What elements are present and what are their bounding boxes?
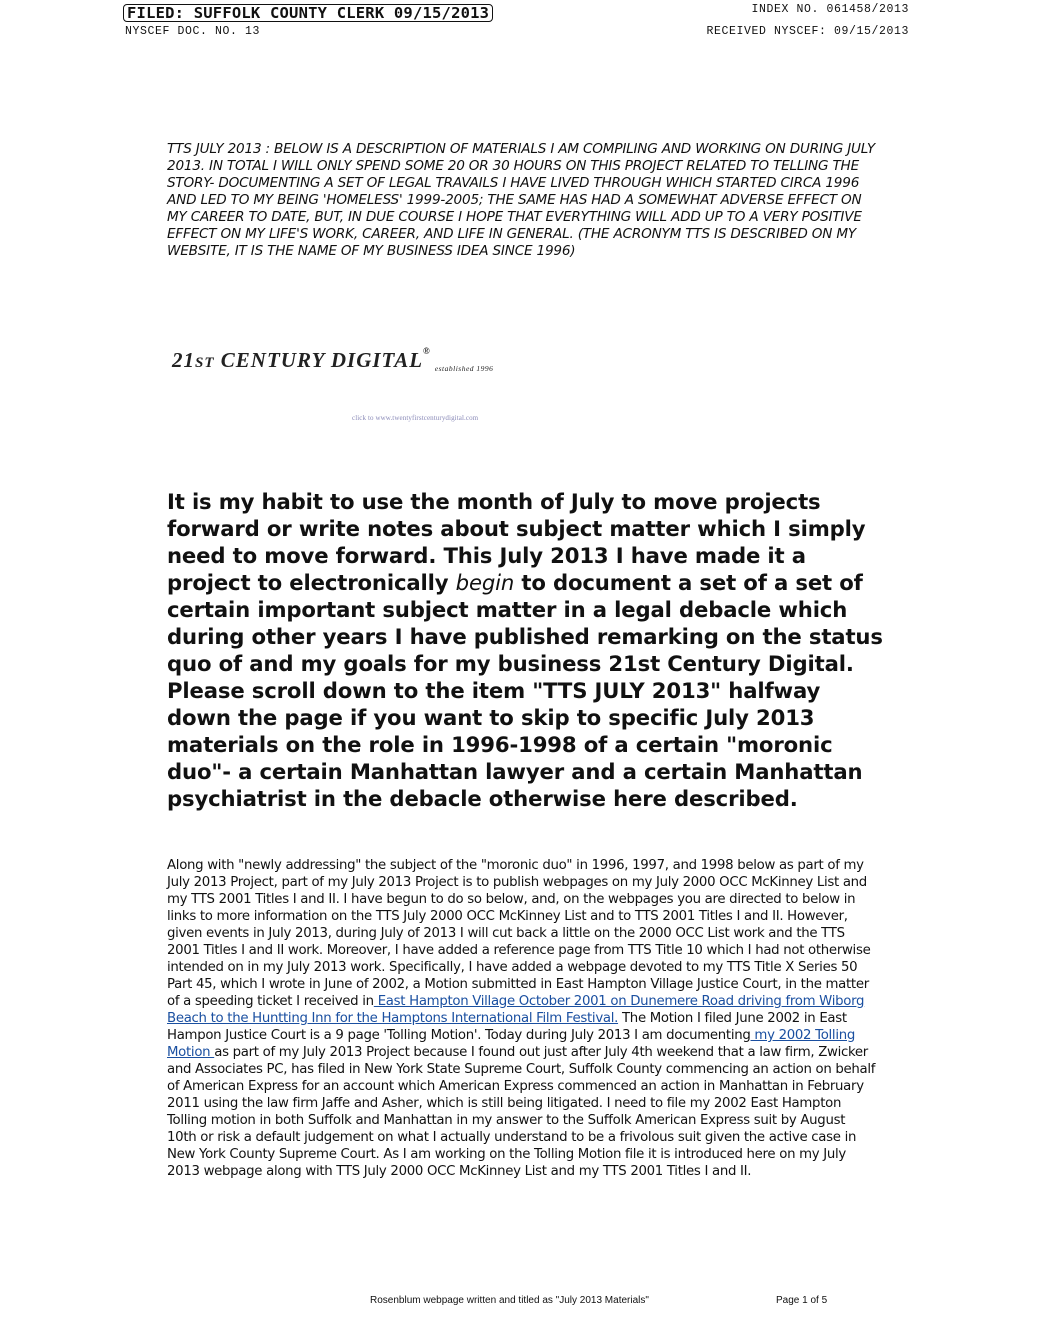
body-text-3: as part of my July 2013 Project because I found out just after July 4th weekend that a law firm, Zwicker and Associates PC, has filed in New York State Supreme Court, Suffolk County commencing an action on behalf of American Express for an account which American Express commenced an action in Manhattan in February 2011 using the law firm Jaffe and Asher, which is still being litigated. I need to file my 2002 East Hampton Tolling motion in both Suffolk and Manhattan in my answer to the Suffolk American Express suit by August 10th or risk a default judgement on what I actually understand to be a frivolous suit given the active case in New York County Supreme Court. As I am working on the Tolling Motion file it is introduced here on my July 2013 webpage along with TTS July 2000 OCC McKinney List and my TTS 2001 Titles I and II.	[167, 1045, 876, 1179]
page-number: Page 1 of 5	[776, 1295, 828, 1306]
nyscef-doc-number: NYSCEF DOC. NO. 13	[125, 25, 261, 38]
received-date: RECEIVED NYSCEF: 09/15/2013	[706, 25, 909, 38]
headline-text-2: to document a set of a set of certain important subject matter in a legal debacle which during other years I have published remarking on the status quo of and my goals for my business 21st Century Digital. Please scroll down to the item "TTS JULY 2013" halfway down the page if you want to skip to specific July 2013 materials on the role in 1996-1998 of a certain "moronic duo"- a certain Manhattan lawyer and a certain Manhattan psychiatrist in the debacle otherwise here described.	[167, 570, 883, 811]
logo-established: established 1996	[434, 364, 494, 373]
headline-paragraph	[167, 488, 887, 812]
body-text-1: Along with "newly addressing" the subject of the "moronic duo" in 1996, 1997, and 1998 below as part of my July 2013 Project, part of my July 2013 Project is to publish webpages on my July 2000 OCC McKinney List and my TTS 2001 Titles I and II. I have begun to do so below, and, on the webpages you are directed to below in links to more information on the TTS July 2000 OCC McKinney List and to TTS 2001 Titles I and II. However, given events in July 2013, during July of 2013 I will cut back a little on the 2000 OCC List work and the TTS 2001 Titles I and II work. Moreover, I have added a reference page from TTS Title 10 which I had not otherwise intended on in my July 2013 work. Specifically, I have added a webpage devoted to my TTS Title X Series 50 Part 45, which I wrote in June of 2002, a Motion submitted in East Hampton Village Justice Court, in the matter of a speeding ticket I received in	[167, 858, 871, 1009]
logo-number: 21	[172, 348, 195, 372]
intro-paragraph: TTS JULY 2013 : BELOW IS A DESCRIPTION OF MATERIALS I AM COMPILING AND WORKING ON DURING JULY 2013. IN TOTAL I WILL ONLY SPEND SOME 20 OR 30 HOURS ON THIS PROJECT RELATED TO TELLING THE STORY- DOCUMENTING A SET OF LEGAL TRAVAILS I HAVE LIVED THROUGH WHICH STARTED CIRCA 1996 AND LED TO MY BEING 'HOMELESS' 1999-2005; THE SAME HAS HAD A SOMEWHAT ADVERSE EFFECT ON MY CAREER TO DATE, BUT, IN DUE COURSE I HOPE THAT EVERYTHING WILL ADD UP TO A VERY POSITIVE EFFECT ON MY LIFE'S WORK, CAREER, AND LIFE IN GENERAL. (THE ACRONYM TTS IS DESCRIBED ON MY WEBSITE, IT IS THE NAME OF MY BUSINESS IDEA SINCE 1996)	[167, 141, 875, 259]
headline-emphasis: begin	[455, 570, 515, 595]
body-paragraph	[167, 857, 877, 1180]
body-text-2: The Motion I filed June 2002 in East Hampon Justice Court is a 9 page 'Tolling Motion'. Today during July 2013 I am documenting	[167, 1011, 847, 1043]
east-hampton-link[interactable]: East Hampton Village October 2001 on Dunemere Road driving from Wiborg Beach to the Huntting Inn for the Hamptons International Film Festival.	[167, 994, 865, 1026]
company-logo[interactable]	[172, 348, 493, 373]
tolling-motion-link[interactable]: my 2002 Tolling Motion	[167, 1028, 855, 1060]
website-link[interactable]: click to www.twentyfirstcenturydigital.com	[352, 414, 479, 422]
index-number: INDEX NO. 061458/2013	[751, 3, 909, 16]
filed-stamp: FILED: SUFFOLK COUNTY CLERK 09/15/2013	[123, 4, 493, 22]
logo-suffix: ST	[195, 355, 215, 371]
logo-name: CENTURY DIGITAL	[214, 348, 424, 372]
footer-title: Rosenblum webpage written and titled as "July 2013 Materials"	[370, 1295, 649, 1306]
registered-mark: ®	[423, 346, 431, 356]
headline-text-1: It is my habit to use the month of July to move projects forward or write notes about subject matter which I simply need to move forward. This July 2013 I have made it a project to electronically	[167, 489, 866, 595]
